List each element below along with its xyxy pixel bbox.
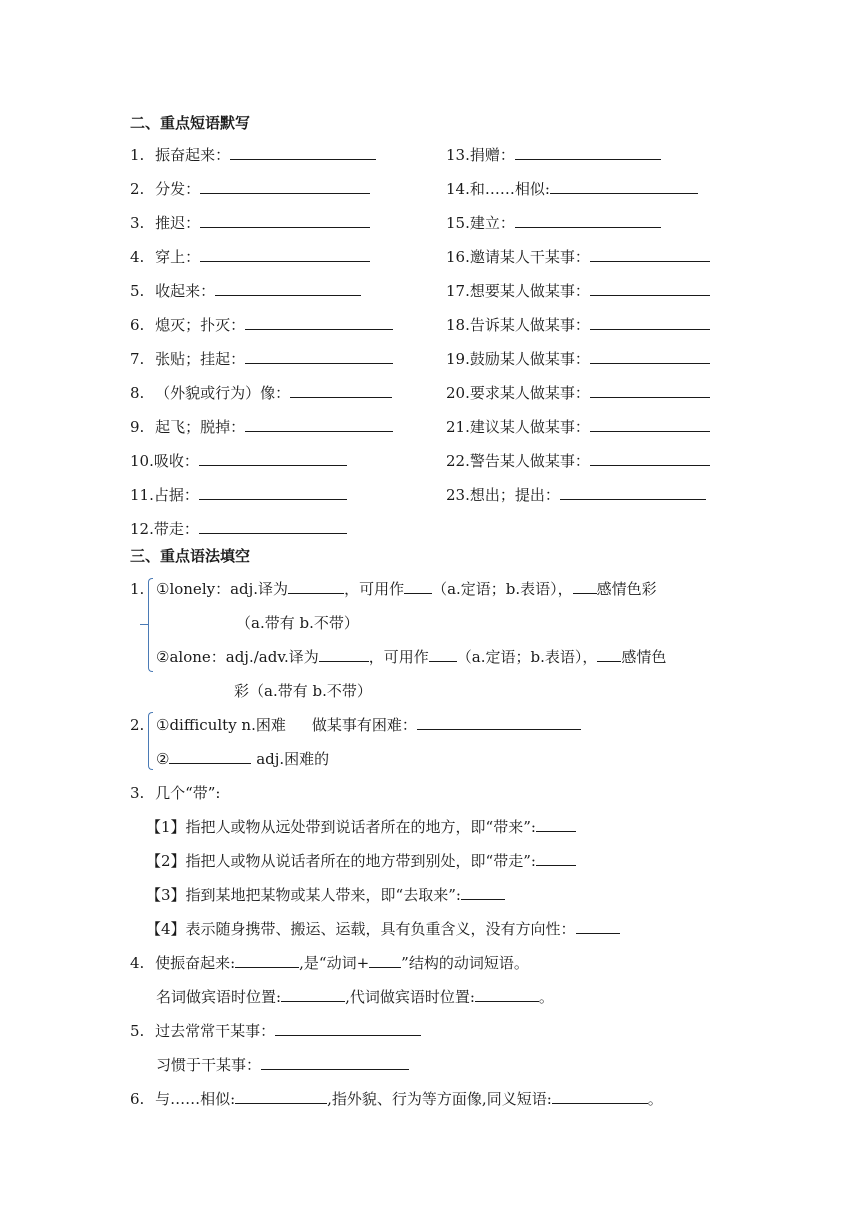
answer-blank[interactable] xyxy=(475,987,539,1002)
phrase-item: 1. 振奋起来： xyxy=(130,145,376,165)
brace-tick xyxy=(140,624,148,625)
answer-blank[interactable] xyxy=(590,383,710,398)
phrase-item: 13.捐赠： xyxy=(446,145,661,165)
q6-line: 6. 与……相似: ,指外貌、行为等方面像,同义短语: 。 xyxy=(130,1090,663,1108)
q4-line1: 4. 使振奋起来: ,是“动词+ ”结构的动词短语。 xyxy=(130,954,529,972)
phrase-item: 19.鼓励某人做某事： xyxy=(446,349,710,369)
phrase-item: 23.想出；提出： xyxy=(446,485,706,505)
answer-blank[interactable] xyxy=(576,919,620,934)
answer-blank[interactable] xyxy=(590,247,710,262)
answer-blank[interactable] xyxy=(550,179,698,194)
q4-line2: 名词做宾语时位置: ,代词做宾语时位置: 。 xyxy=(156,988,554,1006)
q1-alone-options: 彩（a.带有 b.不带） xyxy=(234,682,372,700)
answer-blank[interactable] xyxy=(319,647,369,662)
answer-blank[interactable] xyxy=(590,349,710,364)
answer-blank[interactable] xyxy=(590,451,710,466)
q2-difficult-line: ② adj.困难的 xyxy=(156,750,330,768)
question-number: 2. xyxy=(130,716,145,734)
answer-blank[interactable] xyxy=(417,715,581,730)
answer-blank[interactable] xyxy=(590,281,710,296)
answer-blank[interactable] xyxy=(536,817,576,832)
phrase-item: 17.想要某人做某事： xyxy=(446,281,710,301)
answer-blank[interactable] xyxy=(200,247,370,262)
phrase-item: 15.建立： xyxy=(446,213,661,233)
answer-blank[interactable] xyxy=(429,647,457,662)
q3-item: 【2】指把人或物从说话者所在的地方带到别处，即“带走”: xyxy=(146,851,576,871)
phrase-item: 11.占据： xyxy=(130,485,347,505)
answer-blank[interactable] xyxy=(552,1089,648,1104)
phrase-item: 9. 起飞；脱掉： xyxy=(130,417,393,437)
phrase-item: 18.告诉某人做某事： xyxy=(446,315,710,335)
phrase-item: 6. 熄灭；扑灭： xyxy=(130,315,393,335)
answer-blank[interactable] xyxy=(200,179,370,194)
phrase-item: 20.要求某人做某事： xyxy=(446,383,710,403)
q3-item: 【3】指到某地把某物或某人带来，即“去取来”: xyxy=(146,885,505,905)
brace-decoration xyxy=(148,712,153,770)
q3-item: 【1】指把人或物从远处带到说话者所在的地方，即“带来”: xyxy=(146,817,576,837)
section-title-grammar: 三、重点语法填空 xyxy=(130,547,251,565)
answer-blank[interactable] xyxy=(560,485,706,500)
phrase-item: 22.警告某人做某事： xyxy=(446,451,710,471)
question-number: 1. xyxy=(130,580,145,598)
answer-blank[interactable] xyxy=(404,579,432,594)
phrase-item: 7. 张贴；挂起： xyxy=(130,349,393,369)
answer-blank[interactable] xyxy=(590,315,710,330)
answer-blank[interactable] xyxy=(536,851,576,866)
answer-blank[interactable] xyxy=(245,315,393,330)
answer-blank[interactable] xyxy=(235,1089,327,1104)
answer-blank[interactable] xyxy=(281,987,345,1002)
answer-blank[interactable] xyxy=(597,647,621,662)
answer-blank[interactable] xyxy=(200,213,370,228)
answer-blank[interactable] xyxy=(215,281,361,296)
brace-decoration xyxy=(148,578,153,672)
answer-blank[interactable] xyxy=(275,1021,421,1036)
q5-line1: 5. 过去常常干某事： xyxy=(130,1021,421,1041)
q2-difficulty-line: ①difficulty n.困难 做某事有困难： xyxy=(156,715,581,735)
phrase-item: 14.和……相似: xyxy=(446,179,698,199)
phrase-item: 12.带走： xyxy=(130,519,347,539)
answer-blank[interactable] xyxy=(230,145,376,160)
answer-blank[interactable] xyxy=(369,953,401,968)
answer-blank[interactable] xyxy=(288,579,344,594)
phrase-item: 2. 分发： xyxy=(130,179,370,199)
answer-blank[interactable] xyxy=(515,213,661,228)
answer-blank[interactable] xyxy=(515,145,661,160)
answer-blank[interactable] xyxy=(235,953,299,968)
q1-lonely-line: ①lonely：adj.译为 ，可用作 （a.定语；b.表语）， 感情色彩 xyxy=(156,580,657,598)
phrase-item: 5. 收起来： xyxy=(130,281,361,301)
answer-blank[interactable] xyxy=(573,579,597,594)
q1-alone-line: ②alone：adj./adv.译为 ，可用作 （a.定语；b.表语）， 感情色 xyxy=(156,648,667,666)
answer-blank[interactable] xyxy=(199,519,347,534)
phrase-item: 3. 推迟： xyxy=(130,213,370,233)
q3-item: 【4】表示随身携带、搬运、运载，具有负重含义，没有方向性： xyxy=(146,919,620,939)
answer-blank[interactable] xyxy=(245,417,393,432)
q3-title: 3. 几个“带”: xyxy=(130,784,221,802)
phrase-item: 21.建议某人做某事： xyxy=(446,417,710,437)
answer-blank[interactable] xyxy=(461,885,505,900)
answer-blank[interactable] xyxy=(199,485,347,500)
phrase-item: 16.邀请某人干某事： xyxy=(446,247,710,267)
phrase-item: 8. （外貌或行为）像： xyxy=(130,383,392,403)
answer-blank[interactable] xyxy=(590,417,710,432)
q1-lonely-options: （a.带有 b.不带） xyxy=(236,614,359,632)
answer-blank[interactable] xyxy=(245,349,393,364)
q5-line2: 习惯于干某事： xyxy=(156,1055,409,1075)
answer-blank[interactable] xyxy=(261,1055,409,1070)
phrase-item: 4. 穿上： xyxy=(130,247,370,267)
phrase-item: 10.吸收： xyxy=(130,451,347,471)
answer-blank[interactable] xyxy=(290,383,392,398)
answer-blank[interactable] xyxy=(169,749,251,764)
answer-blank[interactable] xyxy=(199,451,347,466)
section-title-phrases: 二、重点短语默写 xyxy=(130,114,251,132)
